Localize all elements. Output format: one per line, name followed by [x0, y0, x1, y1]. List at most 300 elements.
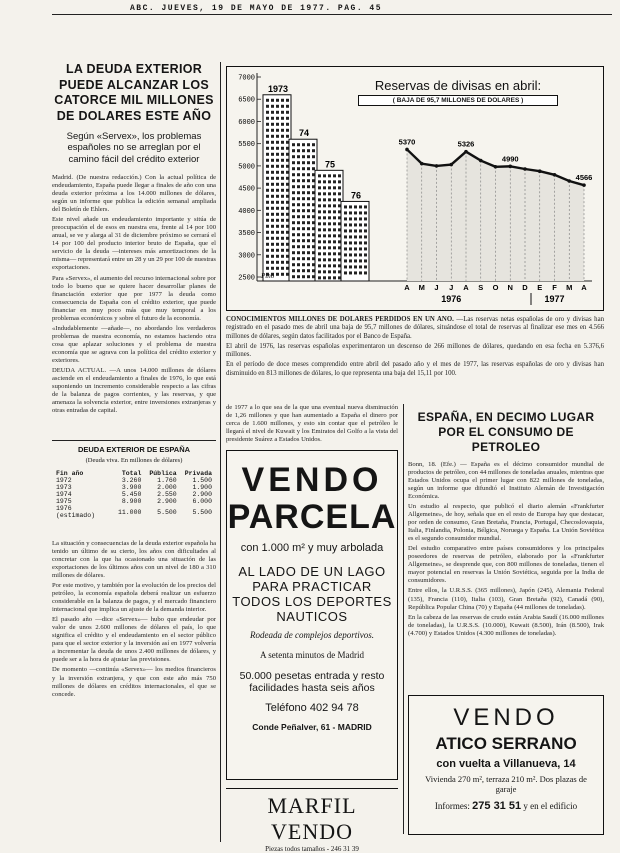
stair-window: [271, 183, 274, 186]
stair-window: [271, 153, 274, 156]
reserves-point: [553, 173, 557, 177]
stair-window: [307, 215, 310, 218]
stair-window: [271, 147, 274, 150]
stair-window: [323, 276, 326, 279]
stair-window: [323, 192, 326, 195]
stair-window: [333, 246, 336, 249]
stair-window: [354, 265, 357, 268]
y-tick-label: 5000: [238, 163, 255, 172]
stair-window: [271, 195, 274, 198]
stair-window: [359, 223, 362, 226]
debt-paragraph: Madrid. (De nuestra redacción.) Con la actual política de endeudamiento, España puede llegar a finales de año con una deuda exterior próxima a los 14.000 millones de dólares, según un informe que publica la edición semanal ampliada del Boletín de Ehlers.: [52, 174, 216, 214]
stair-window: [286, 117, 289, 120]
stair-window: [354, 247, 357, 250]
reserves-point: [508, 165, 512, 169]
chart-title: Reservas de divisas en abril:: [374, 78, 542, 93]
debt-paragraph: Este nivel añade un endeudamiento importante y sitúa de preocupación el de esos en nuestra era, frente al 14 por 100 anual, se ve y alarga al 31 de diciembre próximo se cerrará el 14 por 100 del producto interior bruto de España, que el servicio de la deuda —intereses más amortizaciones de la misma— representará entre un 28 y un 29 por 100 de nuestras exportaciones.: [52, 216, 216, 272]
caption-title: CONOCIMIENTOS MILLONES DE DOLARES PERDIDOS EN UN AÑO.: [226, 316, 454, 323]
stair-window: [292, 191, 295, 194]
stair-window: [312, 149, 315, 152]
stair-window: [297, 161, 300, 164]
stair-label: 75: [324, 159, 336, 170]
stair-window: [302, 197, 305, 200]
stair-window: [297, 203, 300, 206]
parcela-ad-line: Rodeada de complejos deportivos.: [250, 630, 374, 640]
stair-window: [307, 263, 310, 266]
stair-window: [364, 253, 367, 256]
stair-window: [271, 141, 274, 144]
petroleo-body: [408, 461, 604, 706]
stair-window: [312, 161, 315, 164]
stair-window: [276, 189, 279, 192]
atico-ad-phone: 275 31 51: [472, 800, 522, 812]
y-tick-label: 3000: [238, 252, 255, 261]
debt-table-row: [52, 484, 216, 491]
parcela-ad-line: TODOS LOS DEPORTES: [232, 594, 392, 609]
stair-window: [276, 165, 279, 168]
stair-window: [349, 241, 352, 244]
stair-window: [307, 233, 310, 236]
stair-window: [266, 219, 269, 222]
stair-window: [281, 135, 284, 138]
debt-table-cell: 1975: [56, 498, 72, 505]
stair-window: [286, 123, 289, 126]
stair-window: [297, 179, 300, 182]
stair-window: [286, 135, 289, 138]
stair-window: [292, 203, 295, 206]
stair-window: [312, 167, 315, 170]
stair-window: [307, 173, 310, 176]
parcela-ad-title: PARCELA: [227, 498, 397, 536]
stair-window: [266, 207, 269, 210]
caption-paragraph: En el período de doce meses comprendido entre abril del pasado año y el mes de 1977, las reservas españolas de oro y divisas han disminuido en 813 millones de dólares, lo que representa una baja del 15,11 por 100.: [226, 361, 604, 377]
stair-window: [333, 216, 336, 219]
column-rule: [403, 404, 404, 834]
stair-window: [328, 270, 331, 273]
debt-table-cell: 2.000: [157, 484, 177, 491]
stair-window: [302, 227, 305, 230]
parcela-ad-address: Conde Peñalver, 61 - MADRID: [252, 722, 372, 732]
stair-window: [302, 155, 305, 158]
stair-window: [364, 211, 367, 214]
stair-label: 76: [350, 190, 362, 201]
reserves-point: [538, 169, 542, 173]
debt-table-header-row: [52, 470, 216, 477]
stair-window: [281, 117, 284, 120]
stair-window: [307, 185, 310, 188]
stair-window: [266, 195, 269, 198]
stair-window: [344, 271, 347, 274]
stair-window: [271, 261, 274, 264]
stair-window: [307, 143, 310, 146]
debt-headline: LA DEUDA EXTERIOR PUEDE ALCANZAR LOS CATORCE MIL MILLONES DE DOLARES ESTE AÑO: [54, 62, 214, 123]
debt-table-cell: 2.550: [157, 491, 177, 498]
stair-window: [281, 183, 284, 186]
stair-window: [307, 197, 310, 200]
stair-window: [307, 269, 310, 272]
stair-window: [281, 159, 284, 162]
stair-window: [302, 143, 305, 146]
month-label: D: [522, 283, 528, 292]
stair-window: [292, 149, 295, 152]
stair-window: [286, 111, 289, 114]
stair-window: [281, 225, 284, 228]
stair-window: [292, 245, 295, 248]
stair-window: [349, 265, 352, 268]
stair-window: [364, 223, 367, 226]
stair-window: [276, 231, 279, 234]
stair-window: [364, 265, 367, 268]
debt-table-cell: 1972: [56, 477, 72, 484]
debt-table-row: [52, 491, 216, 498]
stair-window: [328, 198, 331, 201]
stair-window: [318, 204, 321, 207]
stair-window: [307, 209, 310, 212]
stair-window: [328, 240, 331, 243]
stair-window: [338, 174, 341, 177]
stair-window: [333, 186, 336, 189]
stair-window: [266, 135, 269, 138]
parcela-ad-price: facilidades hasta seis años: [249, 682, 375, 694]
stair-window: [302, 275, 305, 278]
parcela-ad-line: A setenta minutos de Madrid: [260, 650, 364, 660]
stair-window: [292, 179, 295, 182]
stair-window: [297, 239, 300, 242]
stair-window: [297, 263, 300, 266]
stair-window: [307, 149, 310, 152]
stair-window: [281, 273, 284, 276]
month-label: S: [478, 283, 484, 292]
stair-window: [349, 211, 352, 214]
stair-window: [323, 204, 326, 207]
stair-window: [307, 191, 310, 194]
stair-window: [276, 117, 279, 120]
stair-window: [328, 186, 331, 189]
debt-table-cell: 1.760: [157, 477, 177, 484]
stair-window: [359, 211, 362, 214]
reserves-point: [479, 159, 483, 163]
atico-ad-title: VENDO: [453, 704, 559, 731]
month-label: A: [404, 283, 410, 292]
debt-table-cell: 11.000: [117, 508, 142, 516]
stair-window: [349, 205, 352, 208]
stair-window: [276, 159, 279, 162]
debt-table-block: [52, 445, 216, 519]
stair-window: [276, 177, 279, 180]
stair-window: [344, 223, 347, 226]
stair-window: [354, 241, 357, 244]
atico-ad-description: Vivienda 270 m², terraza 210 m². Dos plazas de garaje: [425, 774, 587, 794]
stair-window: [281, 99, 284, 102]
reserves-point: [464, 150, 468, 154]
debt-table-cell: 5.450: [121, 491, 142, 498]
stair-window: [302, 209, 305, 212]
stair-window: [271, 105, 274, 108]
stair-window: [276, 201, 279, 204]
parcela-ad-area: con 1.000 m² y muy arbolada: [240, 542, 384, 554]
stair-window: [302, 251, 305, 254]
stair-window: [281, 207, 284, 210]
stair-window: [344, 241, 347, 244]
stair-window: [307, 275, 310, 278]
debt-table-subtitle: (Deuda viva. En millones de dólares): [85, 457, 183, 464]
stair-window: [307, 167, 310, 170]
stair-window: [328, 246, 331, 249]
petroleo-paragraph: Un estudio al respecto, que publicó el diario alemán «Frankfurter Allgemeine», de hoy, señala que en el resto de Europa hay que destacar, por orden de consumo, Gran Bretaña, Francia, Portugal, Checoslovaquia, Italia, Finlandia, Polonia, Bélgica, Noruega y España. La Unión Soviética es el segundo consumidor mundial.: [408, 503, 604, 543]
stair-window: [271, 225, 274, 228]
stair-window: [307, 227, 310, 230]
debt-table-header: Privada: [184, 470, 212, 477]
stair-window: [307, 251, 310, 254]
stair-window: [297, 155, 300, 158]
stair-window: [328, 204, 331, 207]
stair-window: [271, 231, 274, 234]
stair-window: [354, 253, 357, 256]
stair-window: [271, 189, 274, 192]
stair-window: [349, 229, 352, 232]
stair-window: [271, 267, 274, 270]
year-label: 1976: [441, 294, 462, 304]
stair-window: [349, 235, 352, 238]
stair-window: [344, 229, 347, 232]
stair-window: [333, 210, 336, 213]
stair-window: [323, 198, 326, 201]
parcela-ad-phone: Teléfono 402 94 78: [265, 702, 359, 714]
month-label: M: [566, 283, 573, 292]
stair-window: [312, 155, 315, 158]
stair-window: [328, 264, 331, 267]
stair-window: [266, 261, 269, 264]
stair-window: [333, 276, 336, 279]
stair-window: [292, 143, 295, 146]
stair-window: [266, 99, 269, 102]
stair-window: [271, 111, 274, 114]
stair-window: [307, 179, 310, 182]
parcela-ad-line: NAUTICOS: [276, 609, 348, 624]
stair-window: [354, 235, 357, 238]
stair-window: [344, 259, 347, 262]
stair-window: [266, 141, 269, 144]
stair-window: [328, 216, 331, 219]
stair-window: [292, 257, 295, 260]
stair-window: [312, 143, 315, 146]
stair-window: [344, 211, 347, 214]
stair-window: [297, 275, 300, 278]
stair-window: [276, 123, 279, 126]
y-tick-label: 3500: [238, 230, 255, 239]
debt-table-cell: 1976 (estimado): [56, 505, 96, 519]
petroleo-paragraph: Del estudio comparativo entre países consumidores y los principales poseedores de reservas de petróleo, elaborado por la «Frankfurter Allgemeine», se desprende que, con 800 millones de toneladas, tienen el mayor potencial en reservas la Unión Soviética, seguida por la India de consumidores.: [408, 545, 604, 585]
stair-window: [266, 201, 269, 204]
stair-window: [333, 174, 336, 177]
stair-window: [354, 271, 357, 274]
stair-window: [266, 237, 269, 240]
atico-ad-contact-label: Informes:: [434, 801, 470, 811]
stair-window: [323, 246, 326, 249]
stair-window: [338, 180, 341, 183]
y-tick-label: 6500: [238, 96, 255, 105]
month-label: M: [418, 283, 425, 292]
stair-window: [354, 211, 357, 214]
stair-window: [271, 117, 274, 120]
month-label: O: [492, 283, 499, 292]
month-label: N: [507, 283, 513, 292]
point-label: 4566: [575, 173, 593, 183]
stair-window: [281, 195, 284, 198]
stair-window: [318, 216, 321, 219]
stair-label: 74: [298, 128, 310, 139]
point-label: 4990: [501, 154, 519, 164]
reserves-point: [405, 148, 409, 152]
debt-paragraph: DEUDA ACTUAL. —A unos 14.000 millones de dólares asciende en el endeudamiento a finales de 1976, lo que está suponiendo un incremento considerable respecto a las cifras de la balanza de pagos corrientes, y las reservas, y que amenaza la solvencia exterior, entre inversiones extranjeras y otras entradas de capital.: [52, 366, 216, 414]
stair-window: [318, 186, 321, 189]
parcela-ad-price: 50.000 pesetas entrada y resto: [239, 670, 385, 682]
stair-window: [276, 111, 279, 114]
stair-window: [286, 105, 289, 108]
stair-window: [333, 240, 336, 243]
stair-window: [302, 257, 305, 260]
stair-window: [302, 179, 305, 182]
stair-window: [271, 159, 274, 162]
debt-table-cell: 3.260: [121, 477, 142, 484]
stair-window: [333, 198, 336, 201]
stair-window: [359, 253, 362, 256]
stair-window: [281, 249, 284, 252]
stair-window: [333, 270, 336, 273]
stair-window: [276, 273, 279, 276]
stair-window: [266, 165, 269, 168]
reserves-point: [420, 162, 424, 166]
stair-window: [276, 243, 279, 246]
petroleo-headline: ESPAÑA, EN DECIMO LUGAR POR EL CONSUMO DE PETROLEO: [417, 410, 595, 454]
stair-window: [318, 252, 321, 255]
stair-window: [338, 198, 341, 201]
stair-window: [328, 276, 331, 279]
stair-window: [297, 245, 300, 248]
stair-window: [271, 213, 274, 216]
stair-window: [302, 221, 305, 224]
stair-window: [281, 123, 284, 126]
stair-window: [266, 231, 269, 234]
parcela-ad-line: AL LADO DE UN LAGO: [238, 564, 386, 579]
stair-window: [323, 216, 326, 219]
stair-window: [281, 237, 284, 240]
stair-window: [349, 223, 352, 226]
debt-table-cell: 6.000: [192, 498, 212, 505]
stair-window: [271, 249, 274, 252]
stair-window: [307, 203, 310, 206]
parcela-ad-line: PARA PRACTICAR: [252, 579, 372, 594]
stair-window: [302, 239, 305, 242]
stair-window: [323, 258, 326, 261]
stair-window: [281, 243, 284, 246]
petroleo-article: [408, 410, 604, 706]
stair-window: [266, 105, 269, 108]
stair-window: [318, 276, 321, 279]
y-tick-label: 4000: [238, 207, 255, 216]
stair-window: [359, 271, 362, 274]
stair-window: [281, 201, 284, 204]
stair-window: [292, 275, 295, 278]
stair-window: [276, 237, 279, 240]
stair-window: [338, 186, 341, 189]
stair-window: [359, 247, 362, 250]
debt-table-cell: 5.500: [157, 508, 177, 516]
stair-window: [271, 243, 274, 246]
stair-window: [276, 249, 279, 252]
stair-window: [297, 143, 300, 146]
stair-window: [281, 165, 284, 168]
stair-window: [266, 267, 269, 270]
stair-window: [333, 258, 336, 261]
stair-window: [292, 161, 295, 164]
stair-label: 1973: [267, 83, 289, 94]
month-label: J: [449, 283, 454, 292]
stair-window: [281, 171, 284, 174]
stair-window: [276, 105, 279, 108]
debt-paragraph: Por este motivo, y también por la evolución de los precios del petróleo, la economía española deberá realizar un esfuerzo considerable en la balanza de pagos, y el mercado financiero internacional que implica un ajuste de la demanda interior.: [52, 582, 216, 614]
y-tick-label: 5500: [238, 141, 255, 150]
stair-window: [323, 174, 326, 177]
stair-window: [276, 171, 279, 174]
y-tick-label: 6000: [238, 118, 255, 127]
month-label: E: [537, 283, 543, 292]
stair-window: [302, 203, 305, 206]
stair-window: [297, 167, 300, 170]
y-tick-label: 2500: [238, 274, 255, 283]
stair-window: [281, 111, 284, 114]
stair-window: [349, 247, 352, 250]
stair-window: [297, 185, 300, 188]
stair-window: [344, 205, 347, 208]
stair-window: [318, 228, 321, 231]
stair-window: [323, 234, 326, 237]
stair-window: [323, 210, 326, 213]
stair-window: [292, 215, 295, 218]
stair-window: [276, 147, 279, 150]
stair-window: [266, 111, 269, 114]
stair-window: [266, 249, 269, 252]
petroleo-paragraph: En la cabeza de las reservas de crudo están Arabia Saudí (16.000 millones de toneladas), la U.R.S.S. (10.000), Kuwait (8.500), Irán (8.500), Irak (4.700) y Estados Unidos (4.300 millones de toneladas).: [408, 613, 604, 637]
stair-window: [292, 227, 295, 230]
stair-window: [302, 185, 305, 188]
stair-window: [349, 271, 352, 274]
stair-window: [297, 215, 300, 218]
stair-window: [271, 135, 274, 138]
stair-window: [292, 251, 295, 254]
stair-window: [266, 189, 269, 192]
stair-window: [281, 219, 284, 222]
stair-window: [271, 99, 274, 102]
stair-window: [344, 235, 347, 238]
stair-window: [328, 228, 331, 231]
stair-window: [344, 247, 347, 250]
atico-ad-subtitle: ATICO SERRANO: [435, 734, 577, 753]
month-label: F: [552, 283, 557, 292]
stair-window: [359, 259, 362, 262]
stair-window: [292, 221, 295, 224]
stair-window: [328, 210, 331, 213]
stair-window: [281, 129, 284, 132]
stair-window: [328, 258, 331, 261]
stair-block: [263, 95, 291, 281]
atico-ad: [408, 695, 604, 835]
stair-window: [271, 165, 274, 168]
stair-window: [344, 265, 347, 268]
stair-window: [292, 233, 295, 236]
stair-window: [292, 173, 295, 176]
stair-window: [292, 197, 295, 200]
